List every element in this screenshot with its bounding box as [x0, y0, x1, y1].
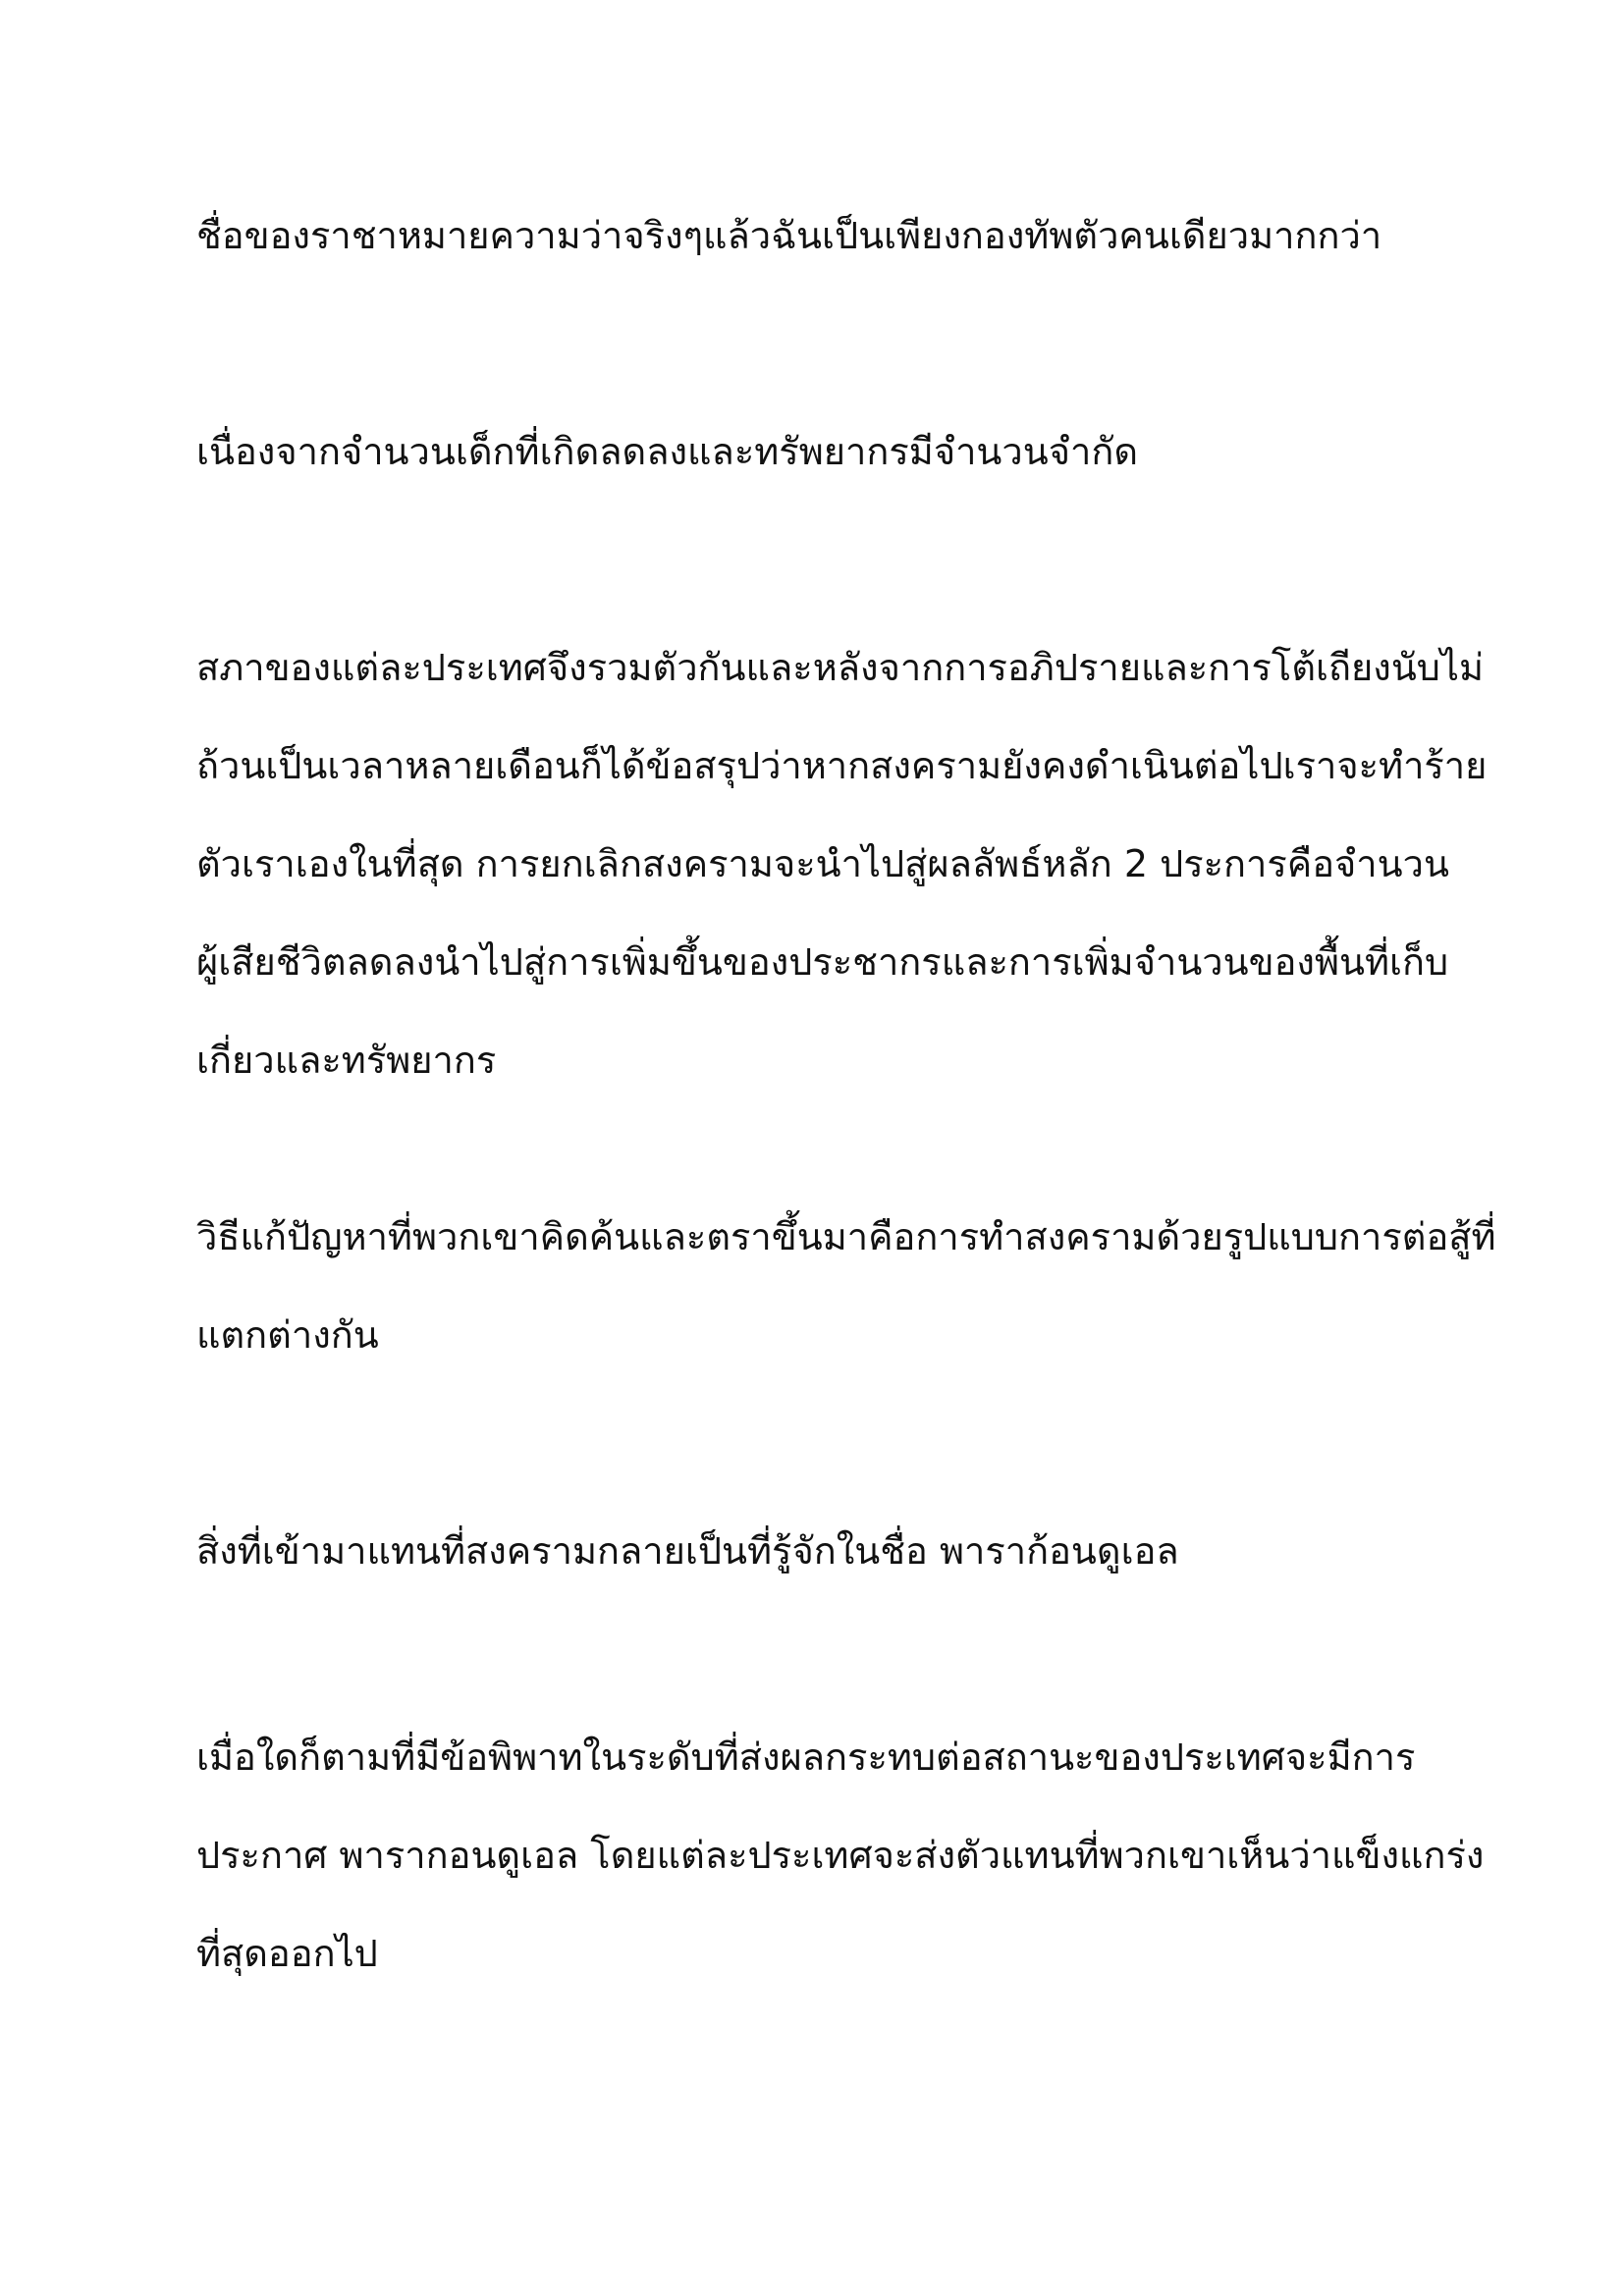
paragraph-line: ตัวเราเองในที่สุด การยกเลิกสงครามจะนำไปสู่ผลลัพธ์หลัก 2 ประการคือจำนวน	[196, 842, 1449, 885]
paragraph-line: เกี่ยวและทรัพยากร	[196, 1039, 497, 1082]
paragraph-line: ชื่อของราชาหมายความว่าจริงๆแล้วฉันเป็นเพียงกองทัพตัวคนเดียวมากกว่า	[196, 214, 1382, 257]
paragraph-line: ประกาศ พารากอนดูเอล โดยแต่ละประเทศจะส่งตัวแทนที่พวกเขาเห็นว่าแข็งแกร่ง	[196, 1834, 1485, 1877]
paragraph-line: ผู้เสียชีวิตลดลงนำไปสู่การเพิ่มขึ้นของประชากรและการเพิ่มจำนวนของพื้นที่เก็บ	[196, 940, 1449, 984]
paragraph-line: สิ่งที่เข้ามาแทนที่สงครามกลายเป็นที่รู้จักในชื่อ พาราก้อนดูเอล	[196, 1529, 1179, 1573]
paragraph-line: วิธีแก้ปัญหาที่พวกเขาคิดค้นและตราขึ้นมาคือการทำสงครามด้วยรูปแบบการต่อสู้ที่	[196, 1215, 1496, 1258]
paragraph-1	[196, 187, 1434, 285]
paragraph-2	[196, 402, 1434, 501]
paragraph-3	[196, 618, 1488, 1109]
paragraph-line: สภาของแต่ละประเทศจึงรวมตัวกันและหลังจากการอภิปรายและการโต้เถียงนับไม่	[196, 646, 1485, 689]
paragraph-4	[196, 1188, 1496, 1384]
paragraph-line: แตกต่างกัน	[196, 1313, 379, 1357]
paragraph-line: เมื่อใดก็ตามที่มีข้อพิพาทในระดับที่ส่งผลกระทบต่อสถานะของประเทศจะมีการ	[196, 1735, 1416, 1779]
paragraph-5	[196, 1502, 1434, 1600]
paragraph-line: เนื่องจากจำนวนเด็กที่เกิดลดลงและทรัพยากรมีจำนวนจำกัด	[196, 430, 1138, 473]
paragraph-line: ที่สุดออกไป	[196, 1932, 378, 1975]
paragraph-6	[196, 1708, 1485, 2002]
paragraph-line: ถ้วนเป็นเวลาหลายเดือนก็ได้ข้อสรุปว่าหากสงครามยังคงดำเนินต่อไปเราจะทำร้าย	[196, 744, 1488, 787]
